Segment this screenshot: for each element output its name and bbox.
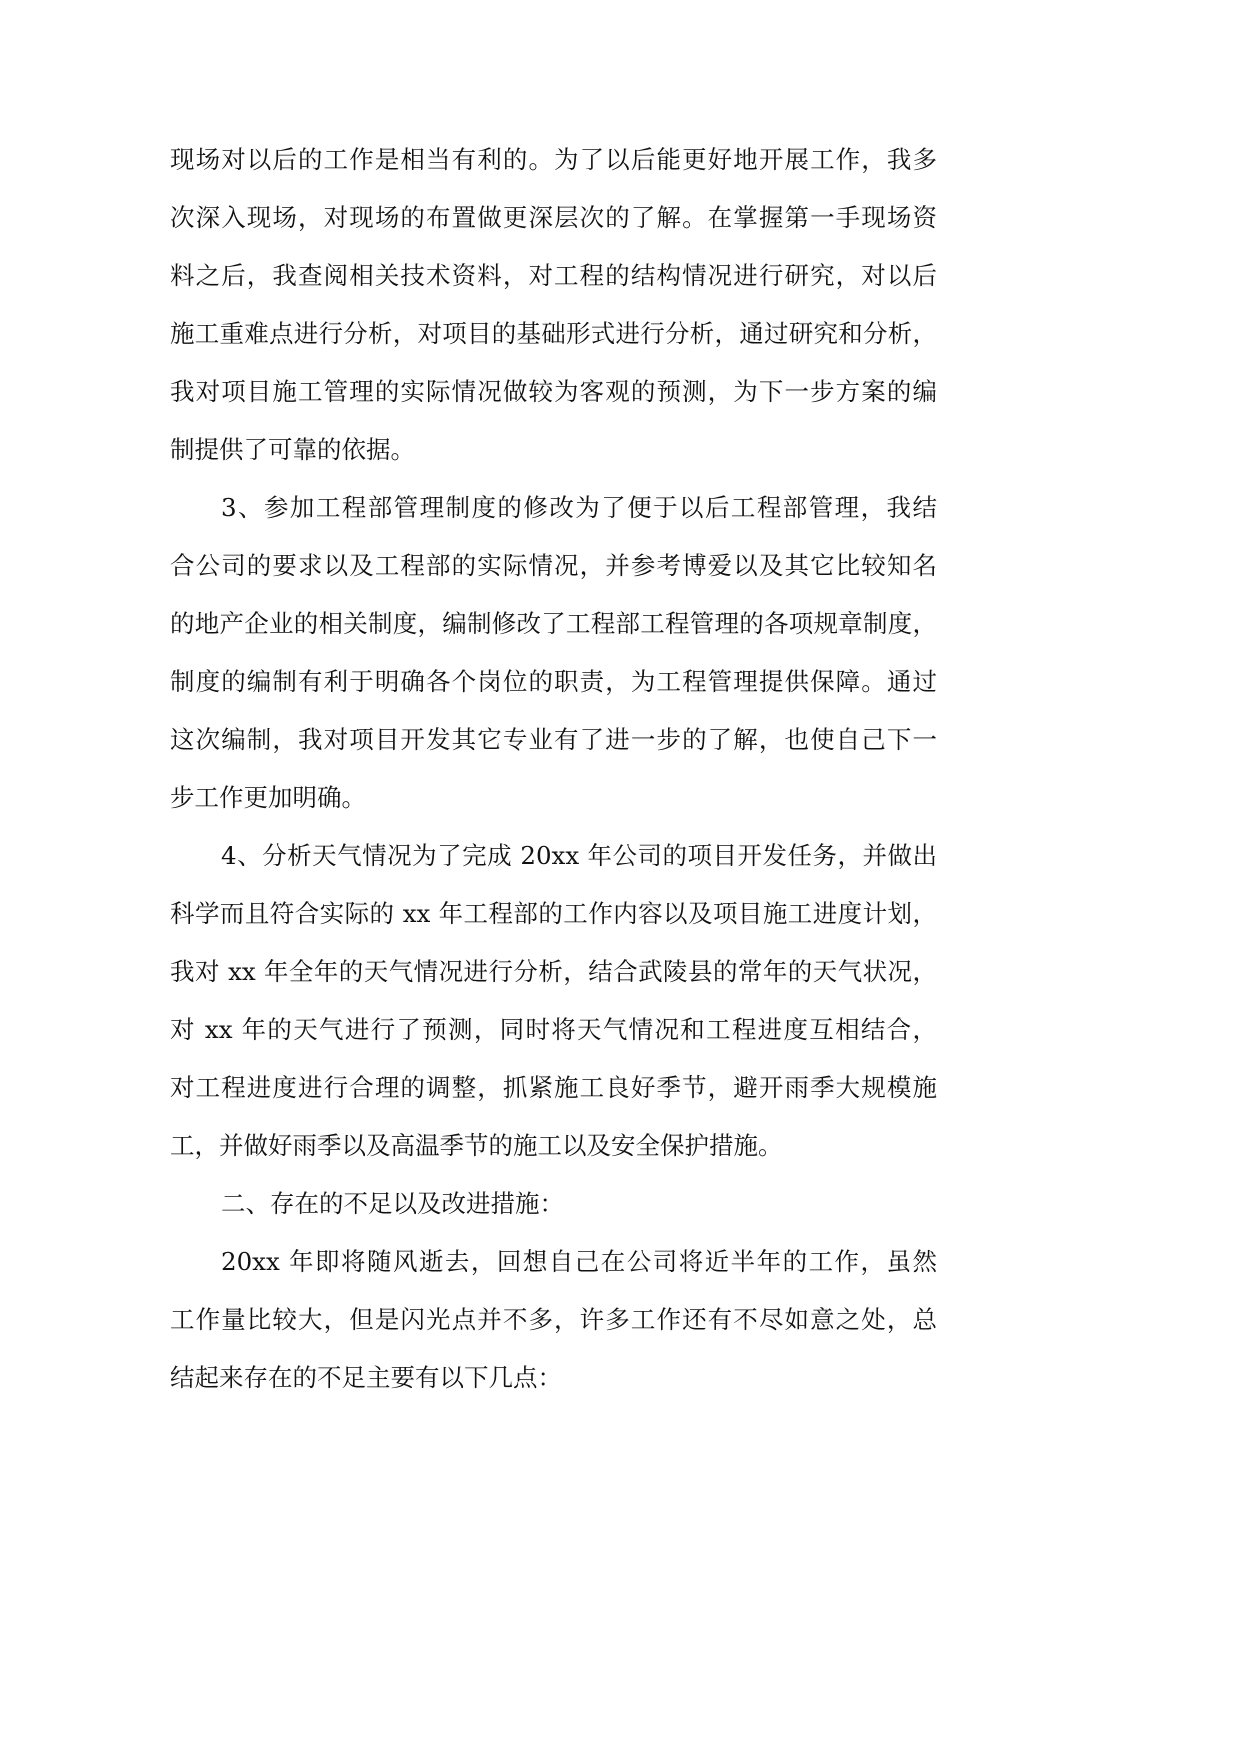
section-heading [170,1175,937,1233]
text-line: 施工重难点进行分析，对项目的基础形式进行分析，通过研究和分析， [170,319,937,348]
text-line: 对 xx 年的天气进行了预测，同时将天气情况和工程进度互相结合， [170,1015,937,1044]
paragraph-summary [170,1233,937,1407]
text-line: 我对项目施工管理的实际情况做较为客观的预测，为下一步方案的编 [170,377,937,406]
paragraph-item-3 [170,479,937,827]
text-line: 结起来存在的不足主要有以下几点： [170,1363,562,1392]
text-line: 对工程进度进行合理的调整，抓紧施工良好季节，避开雨季大规模施 [170,1073,937,1102]
paragraph-item-4 [170,827,937,1175]
text-line: 步工作更加明确。 [170,783,366,812]
text-line: 20xx 年即将随风逝去，回想自己在公司将近半年的工作，虽然 [221,1247,937,1276]
text-line: 次深入现场，对现场的布置做更深层次的了解。在掌握第一手现场资 [170,203,937,232]
text-line: 工，并做好雨季以及高温季节的施工以及安全保护措施。 [170,1131,783,1160]
heading-line: 二、存在的不足以及改进措施： [221,1189,564,1218]
text-line: 制提供了可靠的依据。 [170,435,415,464]
text-line: 料之后，我查阅相关技术资料，对工程的结构情况进行研究，对以后 [170,261,937,290]
text-line: 合公司的要求以及工程部的实际情况，并参考博爱以及其它比较知名 [170,551,937,580]
text-line: 这次编制，我对项目开发其它专业有了进一步的了解，也使自己下一 [170,725,937,754]
text-line: 的地产企业的相关制度，编制修改了工程部工程管理的各项规章制度， [170,609,937,638]
text-line: 我对 xx 年全年的天气情况进行分析，结合武陵县的常年的天气状况， [170,957,937,986]
document-body [170,131,937,1407]
text-line: 现场对以后的工作是相当有利的。为了以后能更好地开展工作，我多 [170,145,937,174]
text-line: 3、参加工程部管理制度的修改为了便于以后工程部管理，我结 [221,493,937,522]
text-line: 科学而且符合实际的 xx 年工程部的工作内容以及项目施工进度计划， [170,899,937,928]
paragraph-continuation [170,131,937,479]
text-line: 4、分析天气情况为了完成 20xx 年公司的项目开发任务，并做出 [221,841,937,870]
text-line: 制度的编制有利于明确各个岗位的职责，为工程管理提供保障。通过 [170,667,937,696]
text-line: 工作量比较大，但是闪光点并不多，许多工作还有不尽如意之处，总 [170,1305,937,1334]
